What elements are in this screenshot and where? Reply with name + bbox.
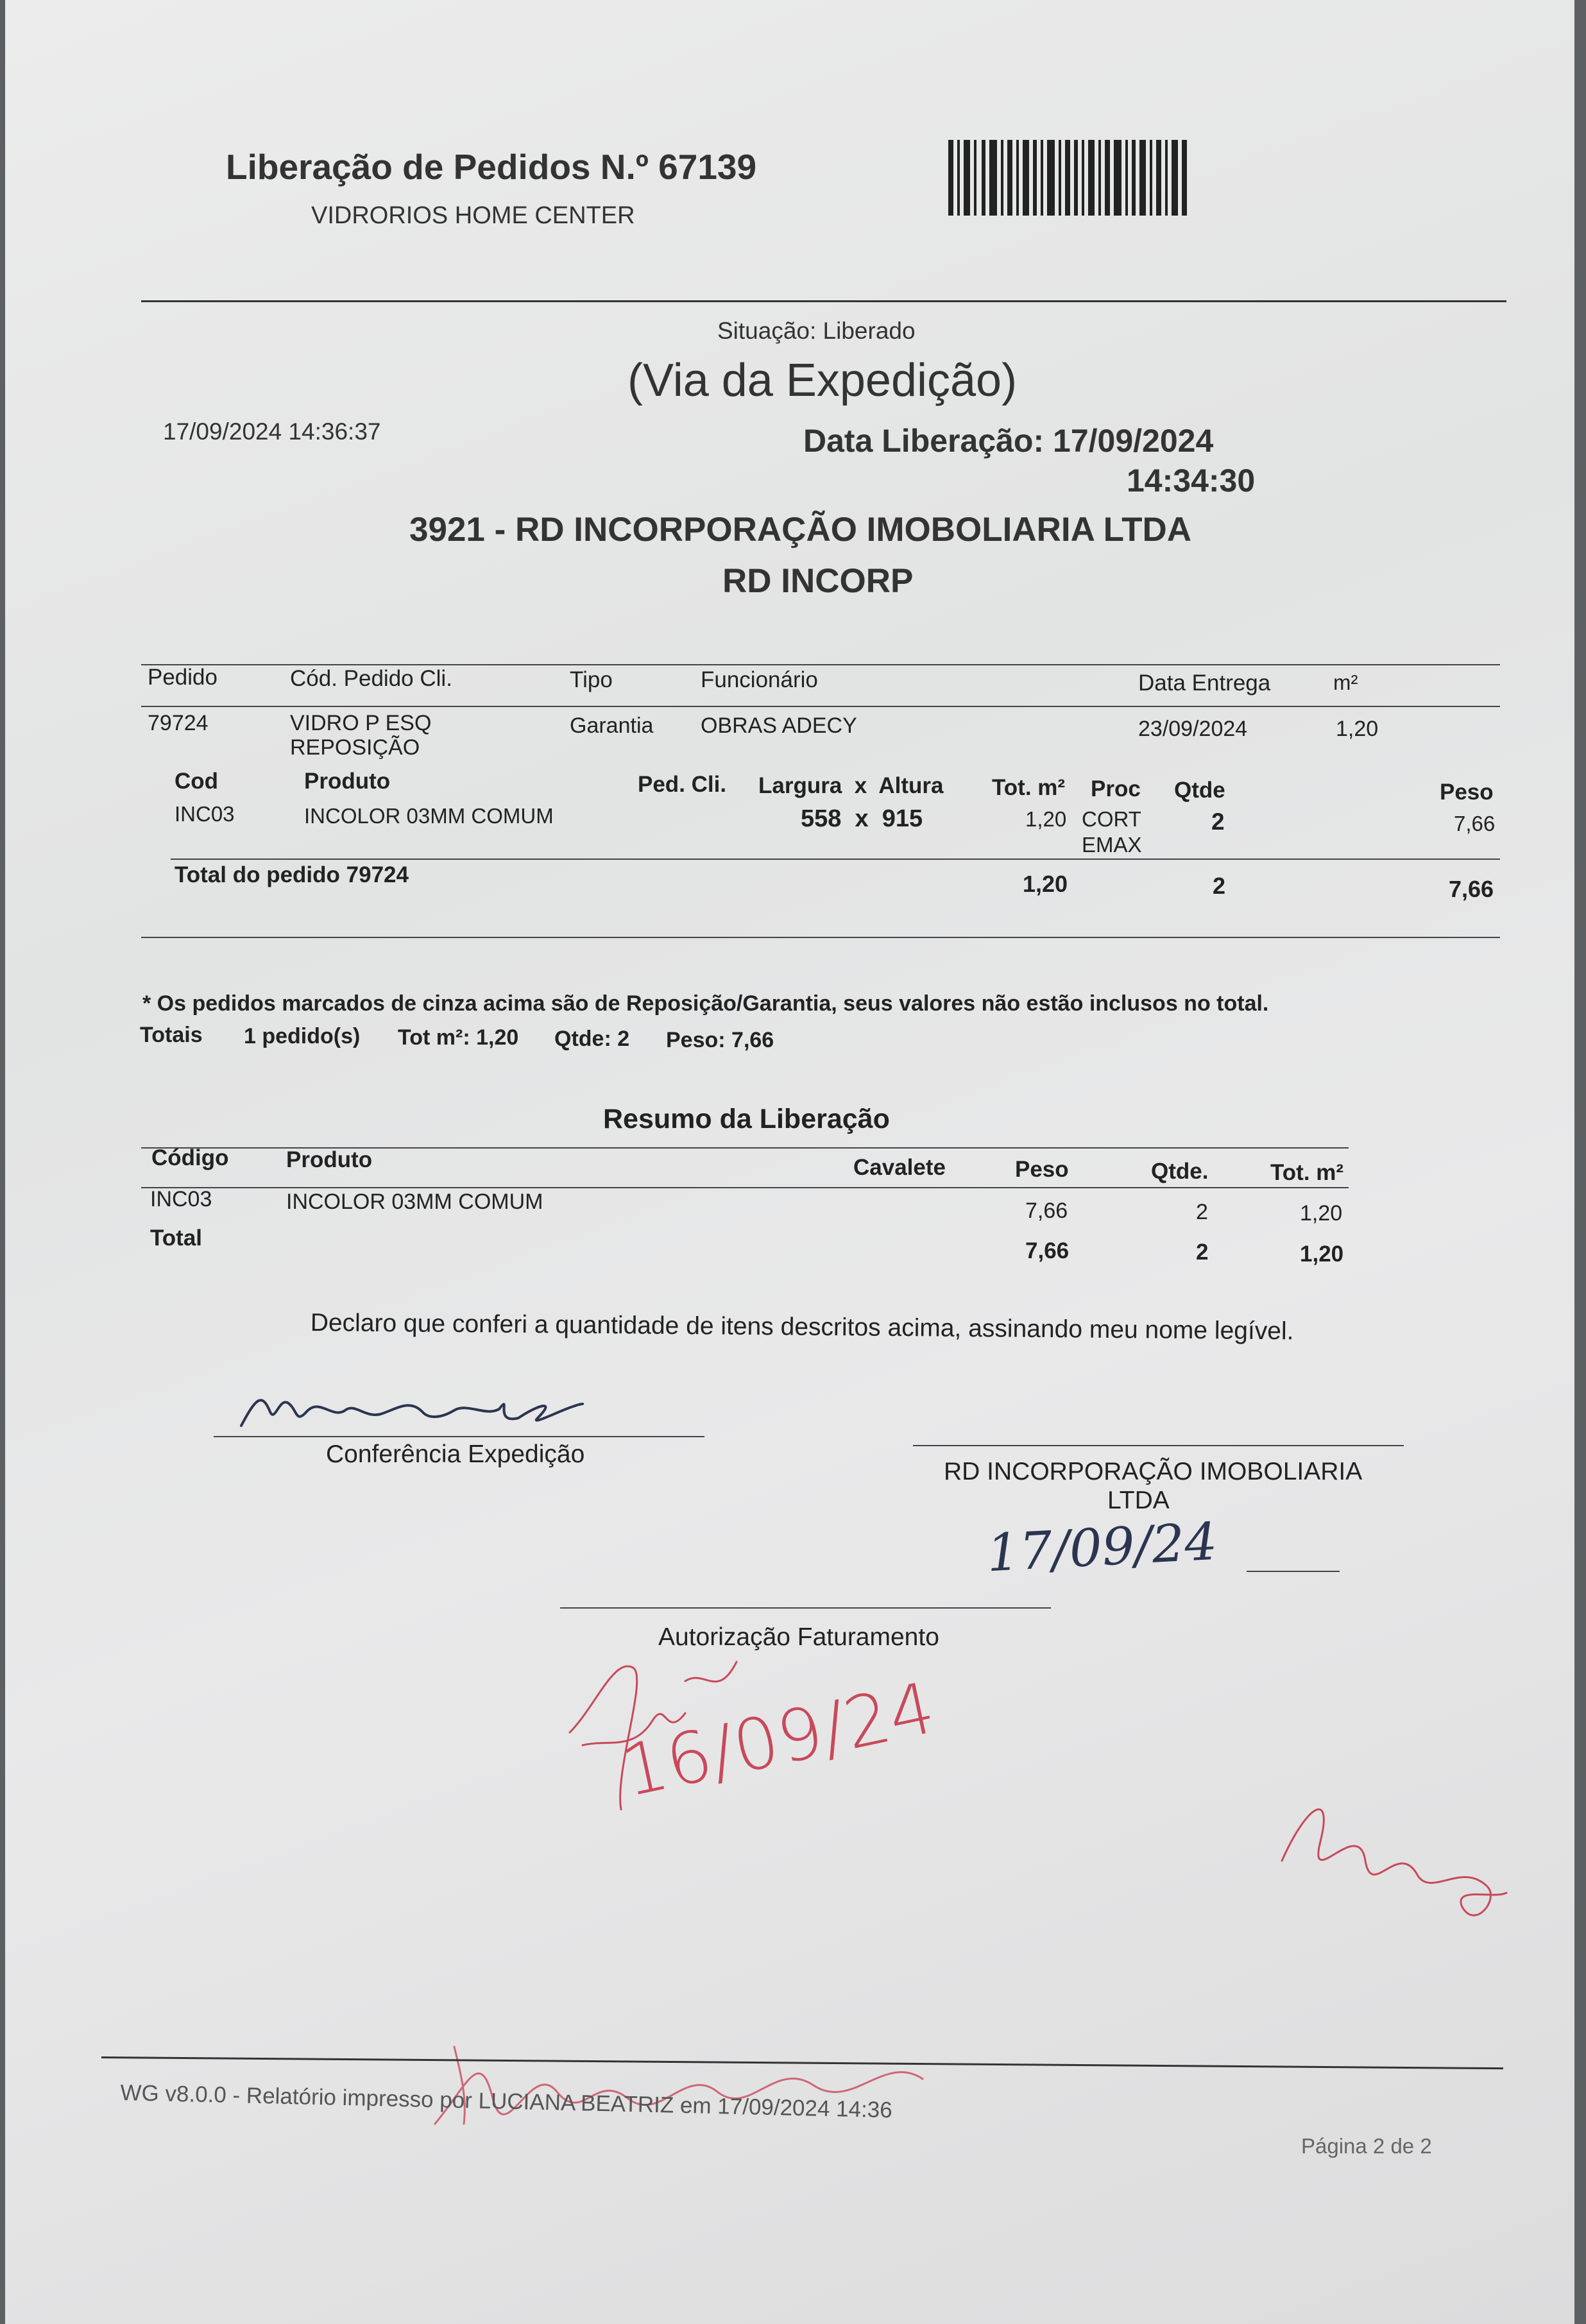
employee-name: OBRAS ADECY — [701, 713, 857, 738]
time-blank-line — [1247, 1571, 1340, 1572]
status-text: Situação: Liberado — [717, 318, 916, 344]
signature-line — [560, 1607, 1051, 1609]
item-header-qtde: Qtde — [1174, 778, 1225, 803]
client-name: 3921 - RD INCORPORAÇÃO IMOBOLIARIA LTDA — [409, 511, 1192, 549]
via-label: (Via da Expedição) — [627, 355, 1018, 406]
item-header-dimensions: Largura x Altura — [758, 773, 944, 798]
item-header-ped-cli: Ped. Cli. — [638, 772, 727, 797]
handwritten-signature — [236, 1380, 595, 1431]
client-order-code: VIDRO P ESQ — [290, 711, 432, 735]
summary-code: INC03 — [150, 1187, 212, 1211]
client-signature-label-line2: LTDA — [1107, 1487, 1170, 1514]
col-header-m2: m² — [1333, 671, 1358, 694]
item-peso: 7,66 — [1454, 812, 1496, 835]
divider — [141, 1187, 1349, 1188]
autorizacao-label: Autorização Faturamento — [658, 1623, 939, 1651]
conferencia-label: Conferência Expedição — [326, 1440, 585, 1468]
document-title: Liberação de Pedidos N.º 67139 — [226, 147, 757, 187]
red-handwritten-date: 16/09/24 — [615, 1666, 942, 1813]
summary-qtde: 2 — [1196, 1200, 1208, 1224]
summary-tot-m2: 1,20 — [1300, 1201, 1343, 1226]
summary-header-qtde: Qtde. — [1151, 1159, 1209, 1184]
item-header-cod: Cod — [175, 769, 219, 794]
item-header-peso: Peso — [1440, 780, 1494, 805]
divider — [141, 300, 1506, 302]
client-short-name: RD INCORP — [722, 562, 914, 600]
summary-header-peso: Peso — [1015, 1157, 1069, 1182]
summary-header-codigo: Código — [151, 1145, 229, 1170]
col-header-tipo: Tipo — [570, 667, 613, 692]
item-header-produto: Produto — [304, 769, 391, 794]
item-code: INC03 — [175, 802, 235, 826]
print-datetime: 17/09/2024 14:36:37 — [163, 418, 381, 445]
item-product: INCOLOR 03MM COMUM — [304, 804, 554, 828]
item-qtde: 2 — [1211, 808, 1225, 835]
declaration-text: Declaro que conferi a quantidade de itens descritos acima, assinando meu nome legível. — [310, 1309, 1294, 1346]
item-proc: CORT — [1082, 807, 1141, 831]
item-header-proc: Proc — [1091, 776, 1141, 801]
order-total-label: Total do pedido 79724 — [175, 862, 409, 887]
company-name: VIDRORIOS HOME CENTER — [311, 202, 635, 229]
summary-total-label: Total — [150, 1226, 203, 1251]
item-tot-m2: 1,20 — [1025, 807, 1067, 831]
summary-total-peso: 7,66 — [1025, 1238, 1070, 1263]
barcode — [948, 140, 1192, 217]
order-number: 79724 — [148, 711, 209, 735]
client-signature-label: RD INCORPORAÇÃO IMOBOLIARIA — [944, 1458, 1363, 1485]
summary-peso: 7,66 — [1025, 1199, 1068, 1223]
col-header-funcionario: Funcionário — [701, 667, 818, 692]
handwritten-date: 17/09/24 — [985, 1511, 1219, 1584]
summary-header-produto: Produto — [286, 1147, 373, 1172]
order-total-qtde: 2 — [1213, 873, 1226, 899]
order-type: Garantia — [570, 713, 654, 738]
summary-product: INCOLOR 03MM COMUM — [286, 1190, 543, 1214]
page-number: Página 2 de 2 — [1301, 2134, 1432, 2158]
summary-header-cavalete: Cavalete — [853, 1155, 946, 1180]
release-time: 14:34:30 — [1127, 463, 1256, 499]
col-header-pedido: Pedido — [148, 665, 217, 690]
totals-qtde: Qtde: 2 — [554, 1027, 630, 1051]
client-order-code-line2: REPOSIÇÃO — [290, 735, 420, 760]
item-header-tot-m2: Tot. m² — [992, 775, 1066, 800]
summary-total-qtde: 2 — [1196, 1240, 1209, 1265]
order-total-m2: 1,20 — [1023, 871, 1068, 897]
totals-m2: Tot m²: 1,20 — [398, 1025, 519, 1050]
replacement-note: * Os pedidos marcados de cinza acima são de Reposição/Garantia, seus valores não estão inclusos no total. — [142, 991, 1269, 1016]
totals-label: Totais — [140, 1023, 203, 1047]
release-date: Data Liberação: 17/09/2024 — [803, 423, 1214, 459]
divider — [141, 937, 1500, 938]
summary-title: Resumo da Liberação — [603, 1104, 890, 1134]
order-total-peso: 7,66 — [1449, 876, 1494, 902]
item-proc-line2: EMAX — [1082, 833, 1142, 857]
footer-report-info: WG v8.0.0 - Relatório impresso por LUCIANA BEATRIZ em 17/09/2024 14:36 — [120, 2080, 893, 2123]
summary-total-tot-m2: 1,20 — [1300, 1242, 1344, 1267]
divider — [141, 664, 1500, 665]
totals-pedidos: 1 pedido(s) — [244, 1024, 361, 1048]
col-header-cod-pedido-cli: Cód. Pedido Cli. — [290, 666, 452, 691]
delivery-date: 23/09/2024 — [1138, 717, 1248, 741]
divider — [141, 706, 1500, 707]
summary-header-tot-m2: Tot. m² — [1270, 1160, 1344, 1185]
document-page — [5, 0, 1574, 2324]
signature-line — [913, 1445, 1404, 1446]
red-handwritten-mark — [1269, 1790, 1513, 1944]
col-header-data-entrega: Data Entrega — [1138, 671, 1271, 696]
item-dimensions: 558 x 915 — [801, 805, 923, 832]
totals-peso: Peso: 7,66 — [666, 1028, 774, 1052]
signature-line — [214, 1436, 704, 1437]
order-m2: 1,20 — [1336, 717, 1379, 741]
divider — [171, 859, 1500, 860]
